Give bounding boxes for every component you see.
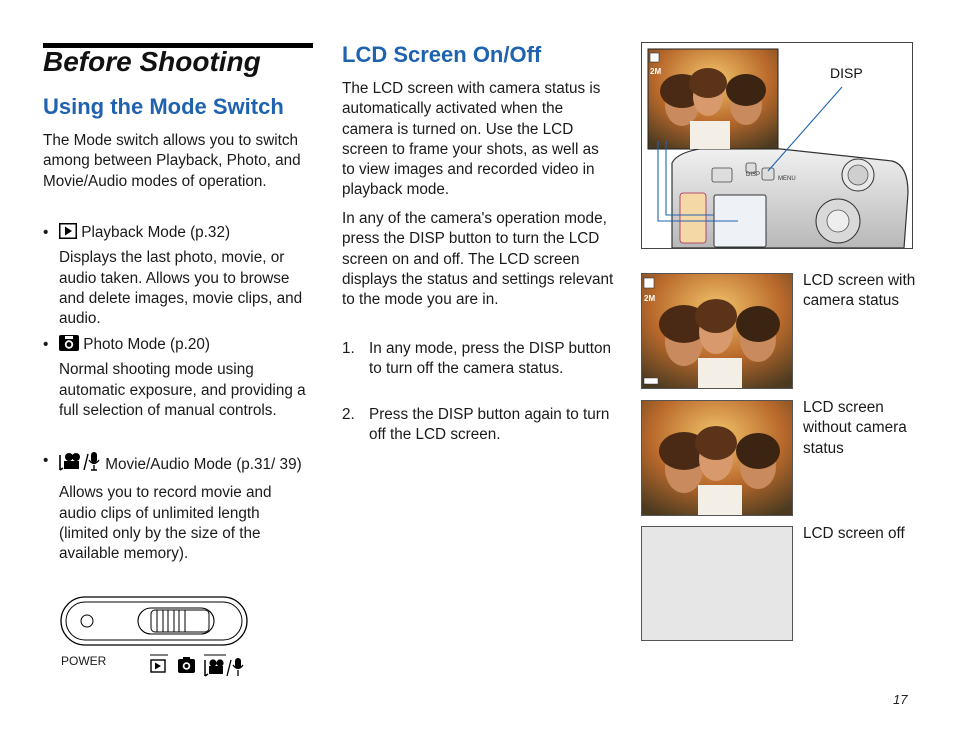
mode-item-playback — [43, 223, 313, 329]
caption-off: LCD screen off — [803, 525, 905, 542]
playback-icon — [59, 223, 77, 245]
lcd-resolution-label: 2M — [644, 294, 656, 303]
bullet-dot: • — [43, 224, 49, 241]
mode-switch-diagram — [58, 596, 253, 680]
step-text: Press the DISP button again to turn off the LCD screen. — [369, 406, 610, 444]
lcd-step-2 — [342, 405, 614, 446]
lcd-photo-image — [642, 401, 792, 515]
caption-without-status: LCD screen without camera status — [803, 399, 907, 457]
camera-drawing — [642, 43, 912, 248]
mode-desc: Allows you to record movie and audio clips of unlimited length (limited only by the size of the available memory). — [59, 484, 272, 563]
mode-name: Photo Mode (p.20) — [83, 336, 210, 353]
bullet-dot: • — [43, 336, 49, 353]
mode-switch-drawing — [58, 596, 253, 648]
camera-icon — [59, 335, 79, 357]
mode-name: Playback Mode (p.32) — [81, 224, 231, 241]
page-number: 17 — [893, 692, 908, 707]
cam-disp-label: DISP — [746, 172, 761, 178]
mode-item-movie-audio — [43, 451, 313, 564]
caption-with-status: LCD screen with camera status — [803, 272, 916, 310]
switch-movie-audio-icon — [204, 654, 246, 683]
lcd-para-2: In any of the camera's operation mode, press the DISP button to turn the LCD screen on and off. The LCD screen displays the status and settings relevant to the mode you are in. — [342, 210, 614, 309]
step-text: In any mode, press the DISP button to turn off the camera status. — [369, 340, 612, 378]
lcd-step-1 — [342, 339, 614, 380]
lcd-photo-with-status — [641, 273, 793, 389]
lcd-heading: LCD Screen On/Off — [342, 42, 542, 67]
page-title: Before Shooting — [43, 46, 261, 77]
mode-name: Movie/Audio Mode (p.31/ 39) — [105, 456, 302, 473]
mode-switch-intro: The Mode switch allows you to switch among between Playback, Photo, and Movie/Audio modes of operation. — [43, 132, 301, 190]
lcd-resolution-label: 2M — [650, 67, 662, 76]
mode-switch-heading: Using the Mode Switch — [43, 94, 284, 119]
power-label: POWER — [61, 654, 107, 668]
switch-camera-icon — [178, 654, 196, 679]
step-number: 2. — [342, 406, 355, 423]
switch-playback-icon — [150, 654, 168, 679]
bullet-dot: • — [43, 452, 49, 469]
movie-audio-icon — [59, 451, 101, 477]
lcd-photo-without-status — [641, 400, 793, 516]
mode-desc: Displays the last photo, movie, or audio taken. Allows you to browse and delete images, movie clips, and audio. — [59, 249, 303, 328]
step-number: 1. — [342, 340, 355, 357]
mode-item-photo — [43, 335, 313, 421]
cam-menu-label: MENU — [778, 176, 796, 182]
disp-callout-label: DISP — [830, 65, 863, 81]
lcd-para-1: The LCD screen with camera status is automatically activated when the camera is turned on. Use the LCD screen to frame your shots, as well as to view images and recorded video in playback mode. — [342, 80, 601, 199]
mode-desc: Normal shooting mode using automatic exposure, and providing a full selection of manual controls. — [59, 361, 306, 419]
lcd-photo-image — [642, 274, 792, 388]
lcd-screen-off — [641, 526, 793, 641]
camera-back-illustration — [641, 42, 913, 249]
